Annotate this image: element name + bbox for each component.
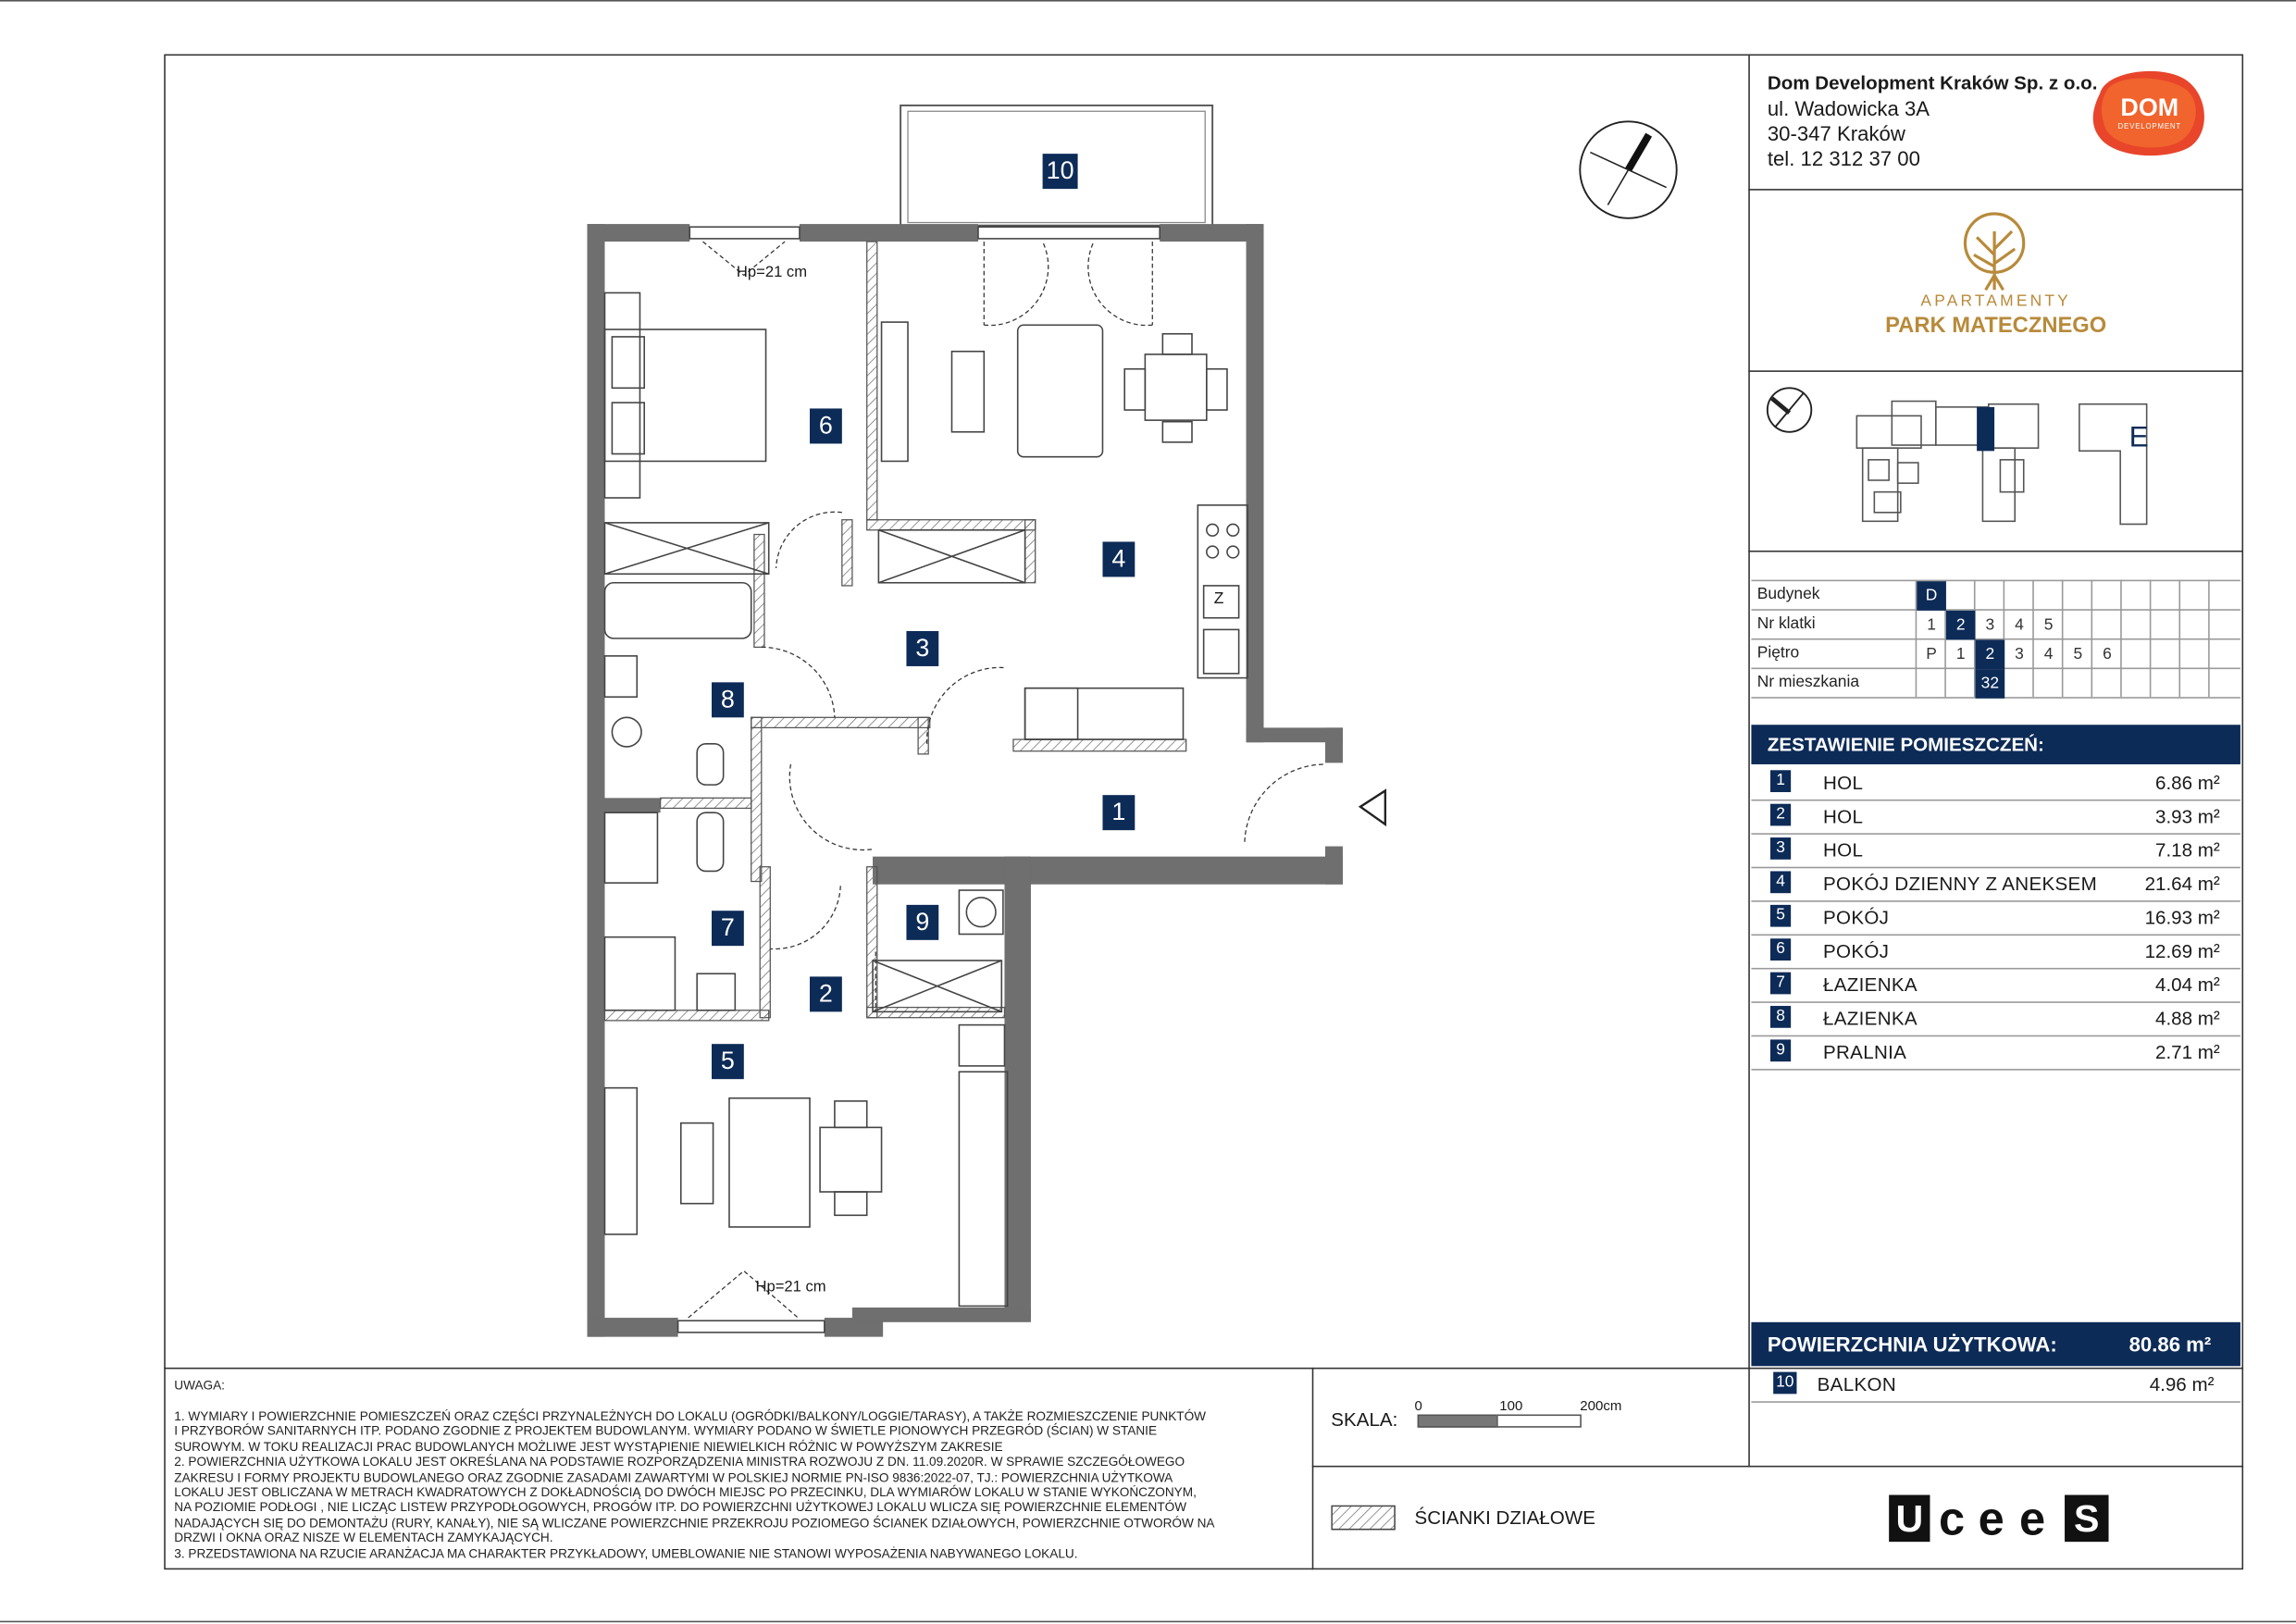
grid-cell: 4 — [2015, 616, 2024, 635]
room-name: PRALNIA — [1822, 1041, 1907, 1063]
room-row — [1751, 1001, 2240, 1036]
room-area: 21.64 m² — [2144, 873, 2220, 895]
room-area: 3.93 m² — [2155, 805, 2220, 827]
grid-label-stairwell: Nr klatki — [1756, 614, 1816, 633]
panel-divider — [1748, 55, 1750, 1468]
grid-cell: 32 — [1976, 669, 2005, 699]
room-num: 9 — [1770, 1039, 1791, 1061]
room-name: HOL — [1822, 771, 1864, 794]
grid-cell: 4 — [2043, 645, 2054, 663]
brand-letter: S — [2065, 1495, 2108, 1543]
notes-title: UWAGA: — [174, 1377, 225, 1393]
grid-cell: 2 — [1946, 611, 1976, 640]
note-line: 1. WYMIARY I POWIERZCHNIE POMIESZCZEŃ ORAZ CZĘŚCI PRZYNALEŻNYCH DO LOKALU (OGRÓDKI/BALKONY/LOGGIE/TARASY), A TAKŻE ROZMIESZCZENIE PUNKTÓW — [174, 1408, 1206, 1423]
room-area: 7.18 m² — [2155, 838, 2220, 862]
room-name: HOL — [1822, 838, 1864, 862]
note-line: I PRZYBORÓW SANITARNYCH ITP. PODANO ZGODNIE Z PROJEKTEM BUDOWLANYM. WYMIARY PODANO W ŚWIETLE PIONOWYCH PRZEGRÓD (ŚCIAN) W STANIE — [174, 1423, 1158, 1439]
room-num: 1 — [1770, 770, 1791, 792]
room-num: 5 — [1770, 905, 1791, 927]
room-name: POKÓJ — [1822, 906, 1890, 929]
grid-cell: 5 — [2043, 616, 2054, 635]
room-row — [1751, 833, 2240, 868]
dom-development-logo — [2088, 68, 2211, 158]
room-num: 10 — [1773, 1372, 1796, 1395]
company-city: 30-347 Kraków — [1767, 121, 1905, 145]
grid-line — [2150, 580, 2152, 698]
room-badge-9: 9 — [906, 905, 938, 940]
brand-letter: U — [1889, 1495, 1930, 1543]
project-logo — [1751, 205, 2240, 352]
room-row — [1751, 800, 2240, 835]
scale-bar-empty — [1496, 1415, 1582, 1428]
rooms-header: ZESTAWIENIE POMIESZCZEŃ: — [1751, 725, 2240, 764]
note-line: 3. PRZEDSTAWIONA NA RZUCIE ARANŻACJA MA CHARAKTER PRZYKŁADOWY, UMEBLOWANIE NIE STANOWI WYPOSAŻENIA NABYWANEGO LOKALU. — [174, 1545, 1078, 1561]
room-num: 4 — [1770, 871, 1791, 893]
room-badge-4: 4 — [1102, 541, 1135, 576]
grid-cell: 2 — [1976, 639, 2005, 669]
grid-label-building: Budynek — [1756, 585, 1820, 603]
grid-cell: 6 — [2103, 645, 2112, 663]
company-street: ul. Wadowicka 3A — [1767, 96, 1930, 120]
scale-tick: 0 — [1414, 1398, 1422, 1415]
scale-tick: 200cm — [1580, 1398, 1622, 1415]
room-badge-5: 5 — [712, 1044, 744, 1079]
room-num: 3 — [1770, 837, 1791, 860]
grid-cell: 3 — [1985, 616, 1995, 635]
tree-emblem-icon — [1956, 211, 2032, 293]
scale-tick: 100 — [1499, 1398, 1523, 1415]
note-line: DRZWI I OKNA ORAZ NISZE W ELEMENTACH ZAMYKAJĄCYCH. — [174, 1530, 553, 1545]
total-label: POWIERZCHNIA UŻYTKOWA: — [1767, 1332, 2057, 1357]
brand-letter: c — [1938, 1492, 1966, 1545]
room-badge-6: 6 — [810, 408, 842, 443]
grid-cell: 5 — [2073, 645, 2083, 663]
room-name: BALKON — [1817, 1373, 1897, 1395]
room-row — [1751, 900, 2240, 936]
room-row — [1751, 766, 2240, 801]
room-name: ŁAZIENKA — [1822, 1007, 1917, 1030]
company-phone: tel. 12 312 37 00 — [1767, 146, 1920, 170]
room-row — [1751, 867, 2240, 902]
grid-cell: 1 — [1955, 645, 1966, 663]
room-num: 2 — [1770, 804, 1791, 826]
company-name: Dom Development Kraków Sp. z o.o. — [1767, 71, 2098, 94]
room-name: POKÓJ — [1822, 939, 1890, 962]
room-area: 12.69 m² — [2144, 939, 2220, 962]
room-name: HOL — [1822, 805, 1864, 827]
notes-body — [174, 1408, 1305, 1561]
grid-line — [2178, 580, 2180, 698]
note-line: LOKALU JEST OBLICZANA W METRACH KWADRATOWYCH Z DOKŁADNOŚCIĄ DO DWÓCH MIEJSC PO PRZECINKU, DLA WYMIARÓW LOKALU W STANIE WYKOŃCZONYM, — [174, 1484, 1197, 1500]
fridge-label: Z — [1213, 589, 1224, 608]
room-badge-1: 1 — [1102, 795, 1135, 830]
room-badge-7: 7 — [712, 911, 744, 946]
divider — [1748, 370, 2241, 372]
room-area: 4.04 m² — [2155, 973, 2220, 996]
grid-line — [1751, 580, 2240, 582]
room-badge-10: 10 — [1043, 154, 1078, 189]
grid-cell: 1 — [1927, 616, 1936, 635]
room-area: 4.88 m² — [2155, 1007, 2220, 1030]
room-badge-8: 8 — [712, 682, 744, 717]
brand-letter: e — [2018, 1492, 2046, 1545]
note-line: NADAJĄCYCH SIĘ DO DEMONTAŻU (RURY, KANAŁY), NIE SĄ WLICZANE POWIERZCHNIE PRZEKROJU POZIOMEGO ŚCIANEK DZIAŁOWYCH, POWIERZCHNIE OTWORÓW NA — [174, 1515, 1215, 1531]
bottom-edge — [0, 1621, 2296, 1623]
window-height-label: Hp=21 cm — [755, 1278, 826, 1296]
room-row — [1751, 1035, 2240, 1071]
grid-cell: P — [1926, 645, 1937, 663]
room-area: 16.93 m² — [2144, 906, 2220, 929]
window-height-label: Hp=21 cm — [736, 263, 808, 281]
site-plan — [1751, 375, 2240, 548]
scale-bar-filled — [1418, 1415, 1500, 1428]
floor-plan — [164, 55, 1748, 1368]
room-name: POKÓJ DZIENNY Z ANEKSEM — [1822, 873, 2098, 895]
hatch-legend-icon — [1331, 1506, 1396, 1531]
room-area: 2.71 m² — [2155, 1041, 2220, 1063]
grid-label-apartment: Nr mieszkania — [1756, 673, 1860, 691]
legend-label: ŚCIANKI DZIAŁOWE — [1414, 1506, 1595, 1529]
brand-letter: e — [1978, 1492, 2004, 1545]
room-num: 8 — [1770, 1006, 1791, 1028]
room-area: 6.86 m² — [2155, 771, 2220, 794]
divider — [1312, 1368, 1314, 1569]
note-line: 2. POWIERZCHNIA UŻYTKOWA LOKALU JEST OKREŚLANA NA PODSTAWIE ROZPORZĄDZENIA MINISTRA ROZWOJU Z DN. 11.09.2020R. W SPRAWIE SZCZEGÓŁOWEGO — [174, 1454, 1185, 1469]
room-num: 7 — [1770, 973, 1791, 995]
scale-label: SKALA: — [1331, 1408, 1398, 1431]
divider — [1312, 1466, 2243, 1468]
room-row — [1751, 968, 2240, 1003]
room-badge-3: 3 — [906, 631, 938, 666]
grid-label-floor: Piętro — [1756, 644, 1800, 663]
block-label: E — [2128, 421, 2149, 454]
total-bar — [1751, 1322, 2240, 1366]
room-num: 6 — [1770, 938, 1791, 961]
divider — [1748, 551, 2241, 552]
top-edge — [0, 0, 2296, 2]
room-row — [1751, 935, 2240, 970]
grid-line — [2091, 580, 2093, 698]
project-line1: APARTAMENTY — [1920, 292, 2071, 311]
room-badge-2: 2 — [810, 976, 842, 1011]
grid-line — [2208, 580, 2210, 698]
balcony-row — [1751, 1368, 2240, 1403]
project-line2: PARK MATECZNEGO — [1885, 313, 2107, 339]
note-line: ZAKRESU I FORMY PROJEKTU BUDOWLANEGO ORAZ ZGODNIE ZASADAMI ZAWARTYMI W POLSKIEJ NORMIE PN-ISO 9836:2022-07, TJ.: POWIERZCHNIA UŻYTKOWA — [174, 1469, 1173, 1484]
grid-line — [2120, 580, 2122, 698]
logo-text: DOM — [2120, 93, 2179, 122]
room-area: 4.96 m² — [2149, 1373, 2215, 1395]
divider — [1748, 189, 2241, 191]
room-name: ŁAZIENKA — [1822, 973, 1917, 996]
grid-cell: 3 — [2015, 645, 2024, 663]
grid-cell: D — [1917, 581, 1946, 611]
note-line: SUROWYM. W TOKU REALIZACJI PRAC BUDOWLANYCH MOŻLIWE JEST WYSTĄPIENIE NIEWIELKICH RÓŻNIC W POWYŻSZYM ZAKRESIE — [174, 1439, 1003, 1454]
note-line: NA POZIOMIE PODŁOGI , NIE LICZĄC LISTEW PRZYPODŁOGOWYCH, PROGÓW ITP. DO POWIERZCHNI UŻYTKOWEJ LOKALU WLICZA SIĘ POWIERZCHNIE ELEMENTÓW — [174, 1499, 1187, 1515]
logo-subtext: DEVELOPMENT — [2117, 122, 2182, 132]
total-value: 80.86 m² — [2128, 1332, 2212, 1357]
